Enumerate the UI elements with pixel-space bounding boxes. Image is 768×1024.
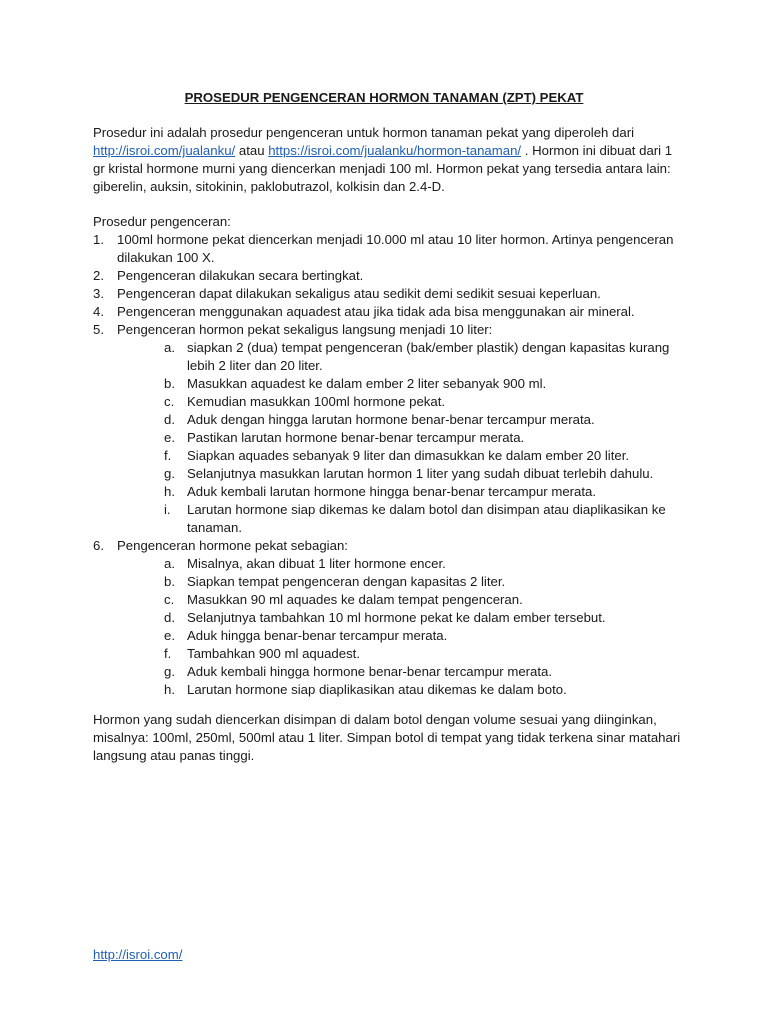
sub-step [117, 411, 683, 429]
sub-step-letter: f. [164, 448, 172, 463]
step-number: 4. [93, 304, 104, 319]
jualanku-link[interactable]: http://isroi.com/jualanku/ [93, 143, 236, 158]
sub-step-letter: h. [164, 484, 175, 499]
sub-step-text: Masukkan 90 ml aquades ke dalam tempat pengenceran. [187, 592, 523, 607]
procedure-step [93, 321, 683, 537]
sub-step-letter: g. [164, 466, 175, 481]
intro-text-1: Prosedur ini adalah prosedur pengenceran untuk hormon tanaman pekat yang diperoleh dari [93, 125, 635, 140]
sub-step [117, 429, 683, 447]
sub-step-text: Aduk kembali larutan hormone hingga benar-benar tercampur merata. [187, 484, 597, 499]
sub-step-list [117, 339, 683, 537]
sub-step-text: Masukkan aquadest ke dalam ember 2 liter sebanyak 900 ml. [187, 376, 547, 391]
footer-link[interactable]: http://isroi.com/ [93, 947, 183, 962]
step-text: Pengenceran dilakukan secara bertingkat. [117, 268, 364, 283]
sub-step-text: Siapkan tempat pengenceran dengan kapasitas 2 liter. [187, 574, 506, 589]
sub-step [117, 375, 683, 393]
step-number: 6. [93, 538, 104, 553]
sub-step [117, 627, 683, 645]
sub-step-text: Larutan hormone siap diaplikasikan atau dikemas ke dalam boto. [187, 682, 567, 697]
procedure-step [93, 537, 683, 699]
closing-paragraph: Hormon yang sudah diencerkan disimpan di dalam botol dengan volume sesuai yang diinginkan, misalnya: 100ml, 250ml, 500ml atau 1 liter. Simpan botol di tempat yang tidak terkena sinar matahari langsung atau panas tinggi. [93, 712, 681, 763]
sub-step [117, 573, 683, 591]
step-text: Pengenceran dapat dilakukan sekaligus atau sedikit demi sedikit sesuai keperluan. [117, 286, 601, 301]
sub-step-text: Aduk dengan hingga larutan hormone benar-benar tercampur merata. [187, 412, 595, 427]
sub-step [117, 501, 683, 537]
sub-step-text: Aduk kembali hingga hormone benar-benar tercampur merata. [187, 664, 553, 679]
procedure-steps-list [93, 231, 683, 699]
sub-step [117, 663, 683, 681]
sub-step [117, 681, 683, 699]
sub-step [117, 609, 683, 627]
sub-step-letter: e. [164, 628, 175, 643]
sub-step-letter: b. [164, 574, 175, 589]
intro-text-3: . Hormon ini dibuat dari 1 gr kristal hormone murni yang diencerkan menjadi 100 ml. Hormon pekat yang tersedia antara lain: giberelin, auksin, sitokinin, paklobutrazol, kolkisin dan 2.4-D. [93, 143, 673, 194]
sub-step [117, 555, 683, 573]
sub-step-text: Tambahkan 900 ml aquadest. [187, 646, 361, 661]
sub-step [117, 483, 683, 501]
sub-step [117, 339, 683, 375]
page-title: PROSEDUR PENGENCERAN HORMON TANAMAN (ZPT) PEKAT [184, 90, 584, 105]
step-text: Pengenceran hormone pekat sebagian: [117, 538, 348, 553]
step-number: 2. [93, 268, 104, 283]
sub-step-letter: d. [164, 412, 175, 427]
sub-step-text: Selanjutnya masukkan larutan hormon 1 liter yang sudah dibuat terlebih dahulu. [187, 466, 654, 481]
step-number: 5. [93, 322, 104, 337]
sub-step [117, 393, 683, 411]
step-text: Pengenceran hormon pekat sekaligus langsung menjadi 10 liter: [117, 322, 493, 337]
intro-text-2: atau [235, 143, 269, 158]
procedure-label: Prosedur pengenceran: [93, 214, 231, 229]
step-number: 1. [93, 232, 104, 247]
sub-step [117, 645, 683, 663]
step-text: 100ml hormone pekat diencerkan menjadi 10.000 ml atau 10 liter hormon. Artinya pengenceran dilakukan 100 X. [117, 232, 674, 265]
sub-step-text: Siapkan aquades sebanyak 9 liter dan dimasukkan ke dalam ember 20 liter. [187, 448, 630, 463]
sub-step-text: Larutan hormone siap dikemas ke dalam botol dan disimpan atau diaplikasikan ke tanaman. [187, 502, 666, 535]
sub-step-letter: e. [164, 430, 175, 445]
sub-step-letter: d. [164, 610, 175, 625]
sub-step-letter: b. [164, 376, 175, 391]
sub-step-list [117, 555, 683, 699]
sub-step [117, 447, 683, 465]
sub-step-text: Misalnya, akan dibuat 1 liter hormone encer. [187, 556, 446, 571]
sub-step-letter: g. [164, 664, 175, 679]
sub-step-letter: a. [164, 340, 175, 355]
sub-step [117, 591, 683, 609]
sub-step-letter: c. [164, 394, 175, 409]
sub-step-letter: a. [164, 556, 175, 571]
sub-step-letter: i. [164, 502, 171, 517]
step-text: Pengenceran menggunakan aquadest atau jika tidak ada bisa menggunakan air mineral. [117, 304, 635, 319]
step-number: 3. [93, 286, 104, 301]
sub-step-text: siapkan 2 (dua) tempat pengenceran (bak/ember plastik) dengan kapasitas kurang lebih 2 liter dan 20 liter. [187, 340, 670, 373]
sub-step-letter: f. [164, 646, 172, 661]
sub-step-letter: c. [164, 592, 175, 607]
procedure-step [93, 303, 683, 321]
sub-step-text: Pastikan larutan hormone benar-benar tercampur merata. [187, 430, 525, 445]
sub-step-text: Kemudian masukkan 100ml hormone pekat. [187, 394, 446, 409]
hormon-tanaman-link[interactable]: https://isroi.com/jualanku/hormon-tanaman/ [268, 143, 522, 158]
sub-step-text: Selanjutnya tambahkan 10 ml hormone pekat ke dalam ember tersebut. [187, 610, 606, 625]
sub-step-letter: h. [164, 682, 175, 697]
intro-paragraph [93, 124, 683, 196]
procedure-step [93, 285, 683, 303]
sub-step-text: Aduk hingga benar-benar tercampur merata. [187, 628, 448, 643]
procedure-step [93, 267, 683, 285]
procedure-step [93, 231, 683, 267]
sub-step [117, 465, 683, 483]
